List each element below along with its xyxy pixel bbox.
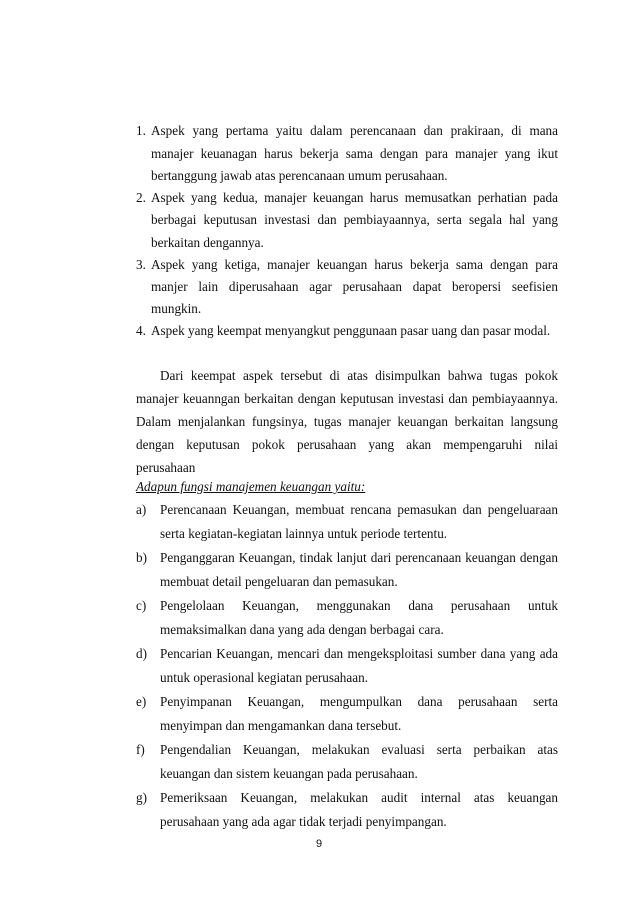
aspect-item bbox=[0, 256, 638, 274]
function-item-continuation bbox=[0, 669, 638, 687]
aspect-text-line: manajer keuanagan harus bekerja sama dengan para manajer yang ikut bbox=[151, 146, 558, 161]
list-marker: g) bbox=[136, 790, 147, 805]
aspect-text-line: berkaitan dengannya. bbox=[151, 235, 264, 250]
aspect-text-line: Aspek yang ketiga, manajer keuangan harus bekerja sama dengan para bbox=[151, 257, 558, 272]
paragraph-line: Dari keempat aspek tersebut di atas disimpulkan bahwa tugas pokok bbox=[160, 368, 558, 383]
aspect-item-continuation bbox=[0, 145, 638, 163]
aspect-text-line: Aspek yang kedua, manajer keuangan harus memusatkan perhatian pada bbox=[151, 190, 558, 205]
list-marker: c) bbox=[136, 598, 147, 613]
function-item bbox=[0, 789, 638, 807]
function-item bbox=[0, 597, 638, 615]
aspect-item bbox=[0, 122, 638, 140]
aspect-item bbox=[0, 322, 638, 340]
list-number: 1. bbox=[136, 123, 146, 138]
section-heading: Adapun fungsi manajemen keuangan yaitu: bbox=[136, 479, 366, 494]
function-text-line: perusahaan yang ada agar tidak terjadi penyimpangan. bbox=[160, 814, 447, 829]
function-text-line: untuk operasional kegiatan perusahaan. bbox=[160, 670, 368, 685]
aspect-item-continuation bbox=[0, 211, 638, 229]
list-marker: a) bbox=[136, 502, 147, 517]
list-marker: d) bbox=[136, 646, 147, 661]
aspect-item bbox=[0, 189, 638, 207]
aspect-item-continuation bbox=[0, 278, 638, 296]
function-text-line: serta kegiatan-kegiatan lainnya untuk periode tertentu. bbox=[160, 526, 448, 541]
function-item bbox=[0, 645, 638, 663]
list-number: 3. bbox=[136, 257, 146, 272]
page-number: 9 bbox=[315, 838, 323, 850]
function-text-line: keuangan dan sistem keuangan pada perusahaan. bbox=[160, 766, 418, 781]
function-item bbox=[0, 693, 638, 711]
function-text-line: memaksimalkan dana yang ada dengan berbagai cara. bbox=[160, 622, 444, 637]
function-text-line: Penyimpanan Keuangan, mengumpulkan dana perusahaan serta bbox=[160, 694, 558, 709]
function-text-line: Perencanaan Keuangan, membuat rencana pemasukan dan pengeluaraan bbox=[160, 502, 558, 517]
function-item-continuation bbox=[0, 573, 638, 591]
aspect-text-line: manjer lain diperusahaan agar perusahaan dapat beropersi seefisien bbox=[151, 279, 558, 294]
aspect-item-continuation bbox=[0, 234, 638, 252]
function-text-line: Pemeriksaan Keuangan, melakukan audit internal atas keuangan bbox=[160, 790, 558, 805]
paragraph-line: Dalam menjalankan fungsinya, tugas manajer keuangan berkaitan langsung bbox=[136, 414, 558, 429]
list-marker: e) bbox=[136, 694, 147, 709]
function-text-line: Pengelolaan Keuangan, menggunakan dana perusahaan untuk bbox=[160, 598, 558, 613]
function-item bbox=[0, 741, 638, 759]
aspect-text-line: berbagai keputusan investasi dan pembiayaannya, serta segala hal yang bbox=[151, 212, 558, 227]
function-text-line: Pencarian Keuangan, mencari dan mengeksploitasi sumber dana yang ada bbox=[160, 646, 558, 661]
paragraph-line: perusahaan bbox=[136, 460, 196, 475]
function-item-continuation bbox=[0, 765, 638, 783]
paragraph-line: manajer keuanngan berkaitan dengan keputusan investasi dan pembiayaannya. bbox=[136, 391, 558, 406]
aspect-text-line: mungkin. bbox=[151, 301, 202, 316]
function-text-line: Penganggaran Keuangan, tindak lanjut dari perencanaan keuangan dengan bbox=[160, 550, 558, 565]
list-number: 4. bbox=[136, 323, 146, 338]
function-text-line: membuat detail pengeluaran dan pemasukan. bbox=[160, 574, 398, 589]
aspect-item-continuation bbox=[0, 167, 638, 185]
function-item-continuation bbox=[0, 621, 638, 639]
aspect-item-continuation bbox=[0, 300, 638, 318]
list-number: 2. bbox=[136, 190, 146, 205]
paragraph-line: dengan keputusan pokok perusahaan yang akan mempengaruhi nilai bbox=[136, 437, 558, 452]
function-item-continuation bbox=[0, 525, 638, 543]
function-item-continuation bbox=[0, 813, 638, 831]
list-marker: f) bbox=[136, 742, 145, 757]
aspect-text-line: Aspek yang pertama yaitu dalam perencanaan dan prakiraan, di mana bbox=[151, 123, 558, 138]
list-marker: b) bbox=[136, 550, 147, 565]
function-item bbox=[0, 501, 638, 519]
function-item-continuation bbox=[0, 717, 638, 735]
functions-heading-row bbox=[0, 478, 638, 496]
function-text-line: menyimpan dan mengamankan dana tersebut. bbox=[160, 718, 402, 733]
function-text-line: Pengendalian Keuangan, melakukan evaluasi serta perbaikan atas bbox=[160, 742, 558, 757]
aspect-text-line: bertanggung jawab atas perencanaan umum perusahaan. bbox=[151, 168, 448, 183]
aspect-text-line: Aspek yang keempat menyangkut penggunaan pasar uang dan pasar modal. bbox=[151, 323, 551, 338]
function-item bbox=[0, 549, 638, 567]
